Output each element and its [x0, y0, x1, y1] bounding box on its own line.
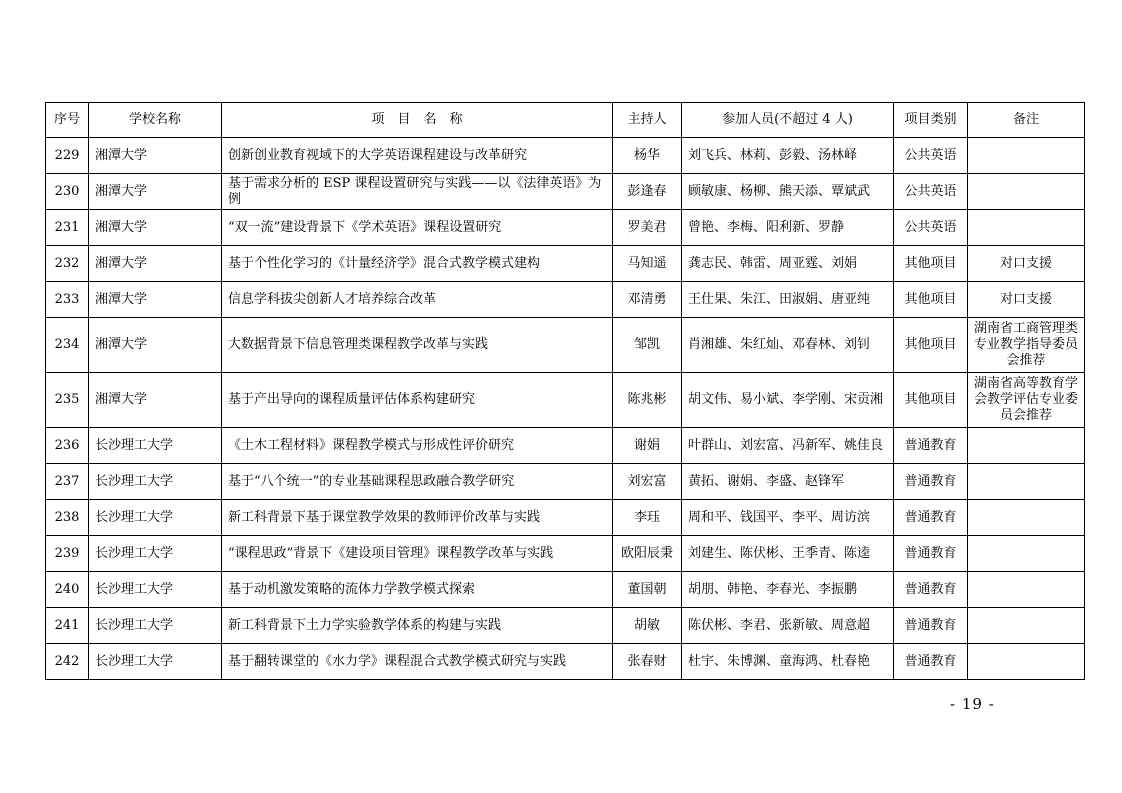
header-no: 序号	[46, 103, 89, 138]
project-name: 新工科背景下基于课堂教学效果的教师评价改革与实践	[222, 500, 613, 536]
row-number: 231	[46, 210, 89, 246]
row-number: 240	[46, 572, 89, 608]
participants: 肖湘雄、朱红灿、邓春林、刘钊	[682, 318, 894, 373]
remarks	[968, 428, 1085, 464]
project-name: 基于动机激发策略的流体力学教学模式探索	[222, 572, 613, 608]
project-category: 普通教育	[894, 500, 968, 536]
project-lead: 胡敏	[613, 608, 682, 644]
participants: 叶群山、刘宏富、冯新军、姚佳良	[682, 428, 894, 464]
school-name: 长沙理工大学	[89, 464, 222, 500]
project-category: 普通教育	[894, 572, 968, 608]
table-body	[46, 138, 1085, 680]
project-lead: 谢娟	[613, 428, 682, 464]
project-category: 普通教育	[894, 608, 968, 644]
project-lead: 马知遥	[613, 246, 682, 282]
participants: 刘飞兵、林莉、彭毅、汤林峄	[682, 138, 894, 174]
remarks: 湖南省工商管理类专业教学指导委员会推荐	[968, 318, 1085, 373]
project-name: “课程思政”背景下《建设项目管理》课程教学改革与实践	[222, 536, 613, 572]
remarks	[968, 500, 1085, 536]
project-lead: 李珏	[613, 500, 682, 536]
project-category: 普通教育	[894, 464, 968, 500]
header-project: 项 目 名 称	[222, 103, 613, 138]
project-name: 基于个性化学习的《计量经济学》混合式教学模式建构	[222, 246, 613, 282]
school-name: 湘潭大学	[89, 174, 222, 210]
project-name: 基于需求分析的 ESP 课程设置研究与实践——以《法律英语》为例	[222, 174, 613, 210]
table-row	[46, 608, 1085, 644]
school-name: 湘潭大学	[89, 282, 222, 318]
school-name: 长沙理工大学	[89, 572, 222, 608]
school-name: 湘潭大学	[89, 373, 222, 428]
participants: 刘建生、陈伏彬、王季青、陈逵	[682, 536, 894, 572]
project-lead: 董国朝	[613, 572, 682, 608]
page-number: - 19 -	[950, 695, 995, 713]
participants: 周和平、钱国平、李平、周访滨	[682, 500, 894, 536]
participants: 胡朋、韩艳、李春光、李振鹏	[682, 572, 894, 608]
header-row	[46, 103, 1085, 138]
school-name: 长沙理工大学	[89, 500, 222, 536]
project-name: 创新创业教育视域下的大学英语课程建设与改革研究	[222, 138, 613, 174]
remarks	[968, 608, 1085, 644]
row-number: 239	[46, 536, 89, 572]
table-row	[46, 644, 1085, 680]
project-category: 普通教育	[894, 536, 968, 572]
row-number: 237	[46, 464, 89, 500]
participants: 杜宇、朱博渊、童海鸿、杜春艳	[682, 644, 894, 680]
project-lead: 彭逢春	[613, 174, 682, 210]
participants: 王仕果、朱江、田淑娟、唐亚纯	[682, 282, 894, 318]
project-name: 基于翻转课堂的《水力学》课程混合式教学模式研究与实践	[222, 644, 613, 680]
row-number: 232	[46, 246, 89, 282]
project-lead: 罗美君	[613, 210, 682, 246]
row-number: 242	[46, 644, 89, 680]
project-category: 其他项目	[894, 373, 968, 428]
school-name: 湘潭大学	[89, 210, 222, 246]
project-lead: 杨华	[613, 138, 682, 174]
project-name: 新工科背景下土力学实验教学体系的构建与实践	[222, 608, 613, 644]
project-category: 其他项目	[894, 318, 968, 373]
remarks	[968, 174, 1085, 210]
project-name: 《土木工程材料》课程教学模式与形成性评价研究	[222, 428, 613, 464]
row-number: 241	[46, 608, 89, 644]
row-number: 234	[46, 318, 89, 373]
row-number: 233	[46, 282, 89, 318]
project-lead: 邓清勇	[613, 282, 682, 318]
table-row	[46, 428, 1085, 464]
header-category: 项目类别	[894, 103, 968, 138]
header-lead: 主持人	[613, 103, 682, 138]
project-category: 公共英语	[894, 174, 968, 210]
table-row	[46, 210, 1085, 246]
remarks	[968, 464, 1085, 500]
table-row	[46, 246, 1085, 282]
project-table	[45, 102, 1085, 680]
project-category: 普通教育	[894, 428, 968, 464]
school-name: 长沙理工大学	[89, 536, 222, 572]
table-row	[46, 138, 1085, 174]
project-category: 其他项目	[894, 282, 968, 318]
project-name: 信息学科拔尖创新人才培养综合改革	[222, 282, 613, 318]
table-row	[46, 318, 1085, 373]
participants: 陈伏彬、李君、张新敏、周意超	[682, 608, 894, 644]
header-school: 学校名称	[89, 103, 222, 138]
project-lead: 刘宏富	[613, 464, 682, 500]
project-lead: 张春财	[613, 644, 682, 680]
table-row	[46, 282, 1085, 318]
remarks	[968, 138, 1085, 174]
school-name: 长沙理工大学	[89, 644, 222, 680]
row-number: 229	[46, 138, 89, 174]
school-name: 湘潭大学	[89, 246, 222, 282]
remarks: 湖南省高等教育学会教学评估专业委员会推荐	[968, 373, 1085, 428]
participants: 顾敏康、杨柳、熊天添、覃斌武	[682, 174, 894, 210]
row-number: 238	[46, 500, 89, 536]
participants: 黄拓、谢娟、李盛、赵锋军	[682, 464, 894, 500]
row-number: 236	[46, 428, 89, 464]
table-row	[46, 572, 1085, 608]
school-name: 湘潭大学	[89, 138, 222, 174]
table-row	[46, 373, 1085, 428]
table-row	[46, 174, 1085, 210]
school-name: 长沙理工大学	[89, 428, 222, 464]
project-name: 基于产出导向的课程质量评估体系构建研究	[222, 373, 613, 428]
project-lead: 邹凯	[613, 318, 682, 373]
header-members: 参加人员(不超过 4 人)	[682, 103, 894, 138]
table-row	[46, 536, 1085, 572]
project-name: 基于“八个统一”的专业基础课程思政融合教学研究	[222, 464, 613, 500]
project-name: 大数据背景下信息管理类课程教学改革与实践	[222, 318, 613, 373]
remarks	[968, 536, 1085, 572]
row-number: 235	[46, 373, 89, 428]
remarks	[968, 572, 1085, 608]
project-lead: 欧阳辰秉	[613, 536, 682, 572]
remarks	[968, 644, 1085, 680]
participants: 龚志民、韩雷、周亚霆、刘娟	[682, 246, 894, 282]
project-category: 公共英语	[894, 210, 968, 246]
project-category: 公共英语	[894, 138, 968, 174]
table-row	[46, 464, 1085, 500]
header-note: 备注	[968, 103, 1085, 138]
remarks	[968, 210, 1085, 246]
project-lead: 陈兆彬	[613, 373, 682, 428]
project-category: 其他项目	[894, 246, 968, 282]
remarks: 对口支援	[968, 246, 1085, 282]
table-row	[46, 500, 1085, 536]
school-name: 长沙理工大学	[89, 608, 222, 644]
remarks: 对口支援	[968, 282, 1085, 318]
project-category: 普通教育	[894, 644, 968, 680]
row-number: 230	[46, 174, 89, 210]
participants: 胡文伟、易小斌、李学刚、宋贡湘	[682, 373, 894, 428]
school-name: 湘潭大学	[89, 318, 222, 373]
project-name: “双一流”建设背景下《学术英语》课程设置研究	[222, 210, 613, 246]
participants: 曾艳、李梅、阳利新、罗静	[682, 210, 894, 246]
